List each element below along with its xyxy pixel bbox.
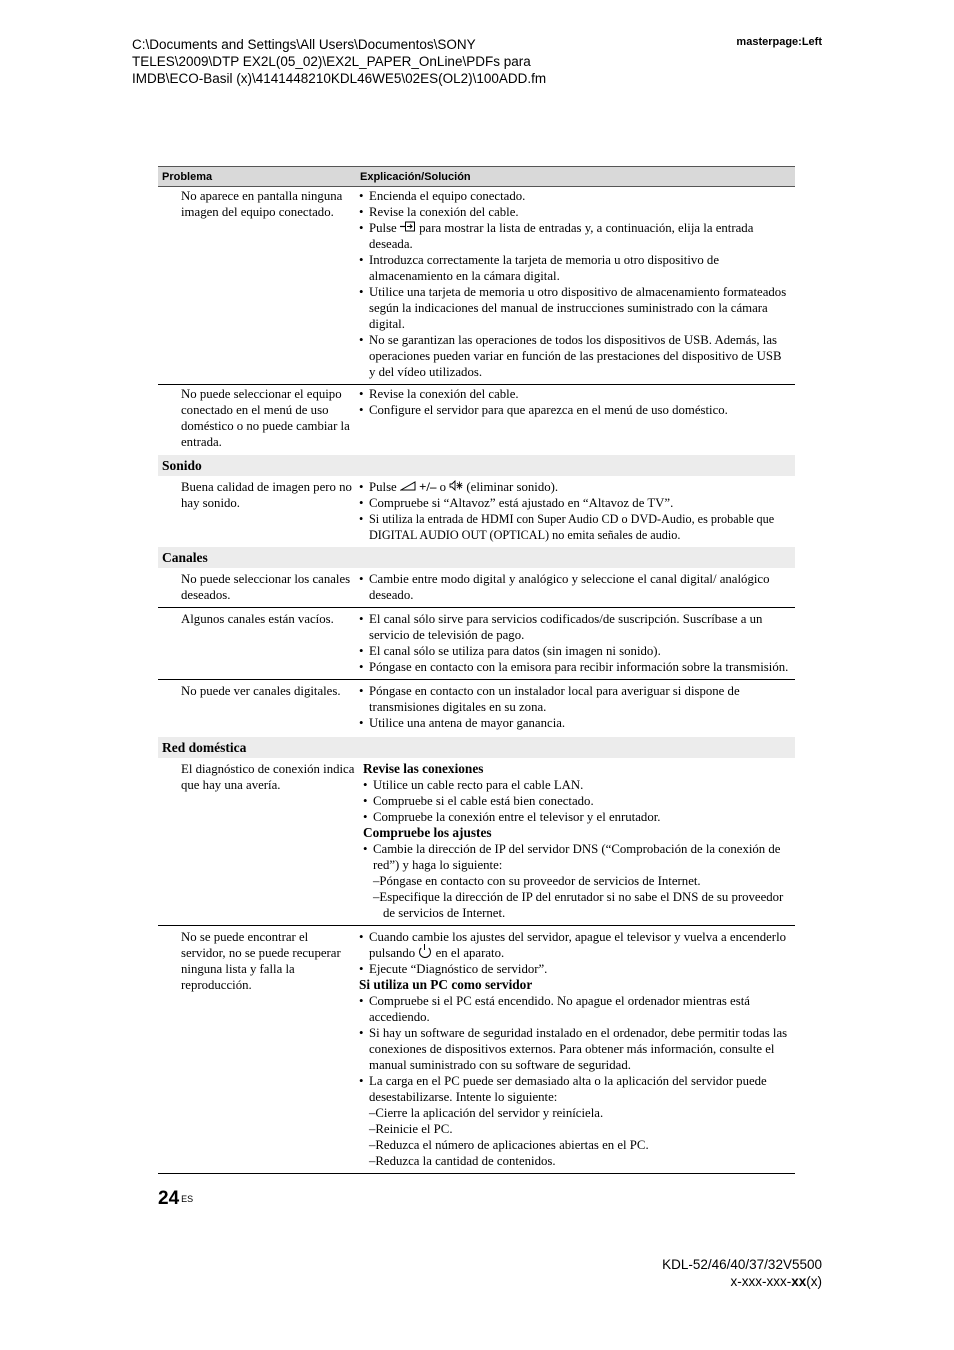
section-heading-canales: Canales [158, 547, 795, 568]
language-code: ES [181, 1194, 194, 1204]
list-item: • Utilice una antena de mayor ganancia. [359, 715, 789, 731]
dash-item: –Especifique la dirección de IP del enrutador si no sabe el DNS de su proveedor de servicios de Internet. [373, 890, 784, 920]
list-item: • Compruebe si “Altavoz” está ajustado en “Altavoz de TV”. [359, 495, 789, 511]
mute-icon [449, 479, 463, 495]
list-item: • Compruebe la conexión entre el televisor y el enrutador. [363, 809, 789, 825]
problem-cell: No puede seleccionar los canales deseados. [181, 572, 351, 602]
list-item: • No se garantizan las operaciones de todos los dispositivos de USB. Además, las operaciones pueden variar en función de las prestaciones del dispositivo de USB y del vídeo utilizados. [359, 332, 789, 380]
list-item: • El canal sólo se utiliza para datos (sin imagen ni sonido). [359, 643, 789, 659]
table-header [158, 166, 795, 187]
model-number: KDL-52/46/40/37/32V5500 [662, 1257, 822, 1272]
col-header-problem: Problema [162, 170, 213, 183]
list-item: • La carga en el PC puede ser demasiado alta o la aplicación del servidor puede desestabilizarse. Intente lo siguiente: [359, 1073, 789, 1105]
list-item: • El canal sólo sirve para servicios codificados/de suscripción. Suscríbase a un servicio de televisión de pago. [359, 611, 789, 643]
list-item: • Utilice una tarjeta de memoria u otro dispositivo de almacenamiento formateados según la indicaciones del manual de instrucciones suministrado con la cámara digital. [359, 284, 789, 332]
item-text: en el aparato. [435, 946, 505, 960]
path-line: IMDB\ECO-Basil (x)\4141448210KDL46WE5\02ES(OL2)\100ADD.fm [132, 71, 547, 86]
table-row [158, 568, 795, 608]
table-row [158, 385, 795, 455]
list-item: • Configure el servidor para que aparezca en el menú de uso doméstico. [359, 402, 789, 418]
page-number-value: 24 [158, 1188, 180, 1209]
subheading: Revise las conexiones [363, 761, 484, 776]
dash-item: –Reduzca la cantidad de contenidos. [369, 1154, 556, 1168]
file-path-header [132, 36, 602, 87]
problem-cell: El diagnóstico de conexión indica que hay una avería. [181, 762, 355, 792]
item-text: (eliminar sonido). [466, 480, 559, 494]
problem-cell: No puede seleccionar el equipo conectado en el menú de uso doméstico o no puede cambiar la entrada. [181, 387, 350, 449]
masterpage-label: masterpage:Left [736, 36, 822, 48]
problem-cell: No aparece en pantalla ninguna imagen del equipo conectado. [181, 189, 343, 219]
item-text: Cuando cambie los ajustes del servidor, apague el televisor y vuelva a encenderlo pulsando [369, 930, 787, 960]
list-item: • Ejecute “Diagnóstico de servidor”. [359, 961, 789, 977]
list-item [359, 929, 789, 961]
page-number [158, 1188, 193, 1210]
list-item [359, 479, 789, 495]
list-item: • Si hay un software de seguridad instalado en el ordenador, debe permitir todas las conexiones de dispositivos externos. Para obtener más información, consulte el manual suministrado con su software de seguridad. [359, 1025, 789, 1073]
input-icon [400, 220, 416, 236]
list-item: • Introduzca correctamente la tarjeta de memoria u otro dispositivo de almacenamiento en la cámara digital. [359, 252, 789, 284]
section-heading-sonido: Sonido [158, 455, 795, 476]
part-code-prefix: x-xxx-xxx- [730, 1274, 792, 1289]
dash-item: –Póngase en contacto con su proveedor de servicios de Internet. [373, 874, 701, 888]
part-code-bold: xx [791, 1274, 807, 1289]
list-item: • Si utiliza la entrada de HDMI con Super Audio CD o DVD-Audio, es probable que DIGITAL AUDIO OUT (OPTICAL) no emita señales de audio. [359, 511, 789, 543]
problem-cell: Buena calidad de imagen pero no hay sonido. [181, 480, 352, 510]
problem-cell: No se puede encontrar el servidor, no se puede recuperar ninguna lista y falla la reproducción. [181, 930, 341, 992]
table-row [158, 608, 795, 680]
solution-cell [359, 683, 795, 731]
col-header-solution: Explicación/Solución [360, 170, 471, 183]
table-row [158, 926, 795, 1174]
table-row [158, 680, 795, 737]
plus-minus-label: +/– [419, 480, 437, 494]
table-row [158, 187, 795, 385]
dash-item: –Reinicie el PC. [369, 1122, 453, 1136]
solution-cell [359, 386, 795, 450]
part-code-suffix: (x) [806, 1274, 822, 1289]
list-item: • Compruebe si el cable está bien conectado. [363, 793, 789, 809]
list-item: • Póngase en contacto con un instalador local para averiguar si dispone de transmisiones digitales en su zona. [359, 683, 789, 715]
volume-icon [400, 479, 416, 495]
subheading: Si utiliza un PC como servidor [359, 977, 533, 992]
list-item: • Cambie la dirección de IP del servidor DNS (“Comprobación de la conexión de red”) y haga lo siguiente: [363, 841, 789, 873]
list-item: • Revise la conexión del cable. [359, 204, 789, 220]
part-code [662, 1273, 822, 1290]
dash-item: –Reduzca el número de aplicaciones abiertas en el PC. [369, 1138, 649, 1152]
path-line: C:\Documents and Settings\All Users\Documentos\SONY [132, 37, 476, 52]
item-text: Pulse [369, 221, 397, 235]
solution-cell [359, 571, 795, 603]
subheading: Compruebe los ajustes [363, 825, 492, 840]
dash-item: –Cierre la aplicación del servidor y reiníciela. [369, 1106, 604, 1120]
problem-cell: No puede ver canales digitales. [181, 684, 341, 698]
item-text: Pulse [369, 480, 397, 494]
list-item: • Compruebe si el PC está encendido. No apague el ordenador mientras está accediendo. [359, 993, 789, 1025]
solution-cell [359, 611, 795, 675]
solution-cell [359, 188, 795, 380]
table-row [158, 758, 795, 926]
list-item: • Póngase en contacto con la emisora para recibir información sobre la transmisión. [359, 659, 789, 675]
table-row [158, 476, 795, 547]
problem-cell: Algunos canales están vacíos. [181, 612, 334, 626]
solution-cell [359, 761, 795, 921]
section-heading-red-domestica: Red doméstica [158, 737, 795, 758]
list-item: • Encienda el equipo conectado. [359, 188, 789, 204]
list-item: • Revise la conexión del cable. [359, 386, 789, 402]
list-item: • Cambie entre modo digital y analógico y seleccione el canal digital/ analógico deseado. [359, 571, 789, 603]
power-icon [419, 946, 431, 958]
path-line: TELES\2009\DTP EX2L(05_02)\EX2L_PAPER_OnLine\PDFs para [132, 54, 531, 69]
model-info [662, 1256, 822, 1290]
solution-cell [359, 929, 795, 1169]
list-item [359, 220, 789, 252]
item-text: para mostrar la lista de entradas y, a continuación, elija la entrada deseada. [369, 221, 754, 251]
list-item: • Utilice un cable recto para el cable LAN. [363, 777, 789, 793]
item-text: o [439, 480, 446, 494]
troubleshooting-table [158, 166, 795, 1174]
solution-cell [359, 479, 795, 543]
